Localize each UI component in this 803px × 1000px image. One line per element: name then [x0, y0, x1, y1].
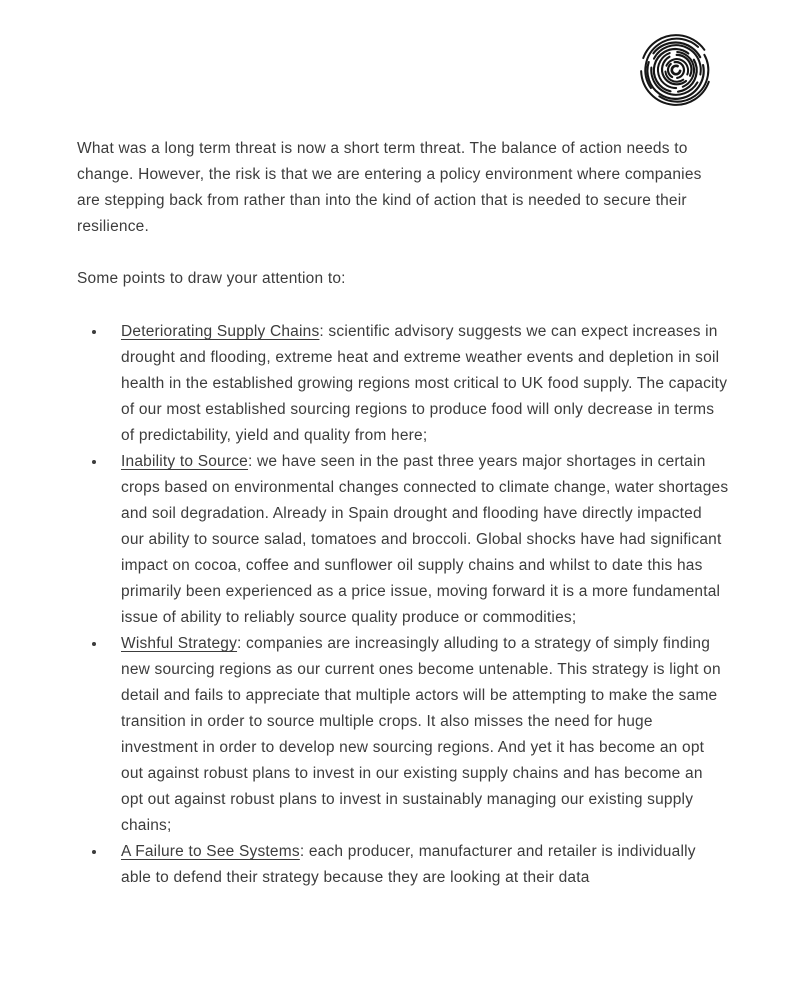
- intro-paragraph: What was a long term threat is now a short term threat. The balance of action needs to change. However, the risk is that we are entering a policy environment where companies are stepping back from rather than into the kind of action that is needed to secure their resilience.: [77, 140, 702, 235]
- lead-in-line: Some points to draw your attention to:: [77, 270, 346, 287]
- bullet-body: : we have seen in the past three years major shortages in certain crops based on environmental changes connected to climate change, water shortages and soil degradation. Already in Spain drought and flooding have directly impacted our ability to source salad, tomatoes and broccoli. Global shocks have had significant impact on cocoa, coffee and sunflower oil supply chains and whilst to date this has primarily been experienced as a price issue, moving forward it is a more fundamental issue of ability to reliably source quality produce or commodities;: [121, 453, 729, 626]
- bullet-body: : scientific advisory suggests we can expect increases in drought and flooding, extreme heat and extreme weather events and depletion in soil health in the established growing regions most critical to UK food supply. The capacity of our most established sourcing regions to produce food will only decrease in terms of predictability, yield and quality from here;: [121, 323, 728, 444]
- bullet-title-deteriorating-supply-chains: Deteriorating Supply Chains: [121, 323, 320, 340]
- bullet-title-a-failure-to-see-systems: A Failure to See Systems: [121, 843, 300, 860]
- bullet-body: : each producer, manufacturer and retailer is individually able to defend their strategy because they are looking at their data: [121, 843, 696, 886]
- bullet-list: [77, 319, 729, 891]
- document-body: [77, 136, 729, 891]
- list-item: [107, 839, 729, 891]
- list-item: [107, 319, 729, 449]
- bullet-body: : companies are increasingly alluding to a strategy of simply finding new sourcing regions as our current ones become untenable. This strategy is light on detail and fails to appreciate that multiple actors will be attempting to make the same transition in order to source multiple crops. It also misses the need for huge investment in order to develop new sourcing regions. And yet it has become an opt out against robust plans to invest in our existing supply chains and has become an opt out against robust plans to invest in sustainably managing our existing supply chains;: [121, 635, 721, 834]
- bullet-title-inability-to-source: Inability to Source: [121, 453, 249, 470]
- bullet-title-wishful-strategy: Wishful Strategy: [121, 635, 238, 652]
- list-item: [107, 631, 729, 839]
- list-item: [107, 449, 729, 631]
- concentric-rings-logo-icon: [634, 28, 718, 112]
